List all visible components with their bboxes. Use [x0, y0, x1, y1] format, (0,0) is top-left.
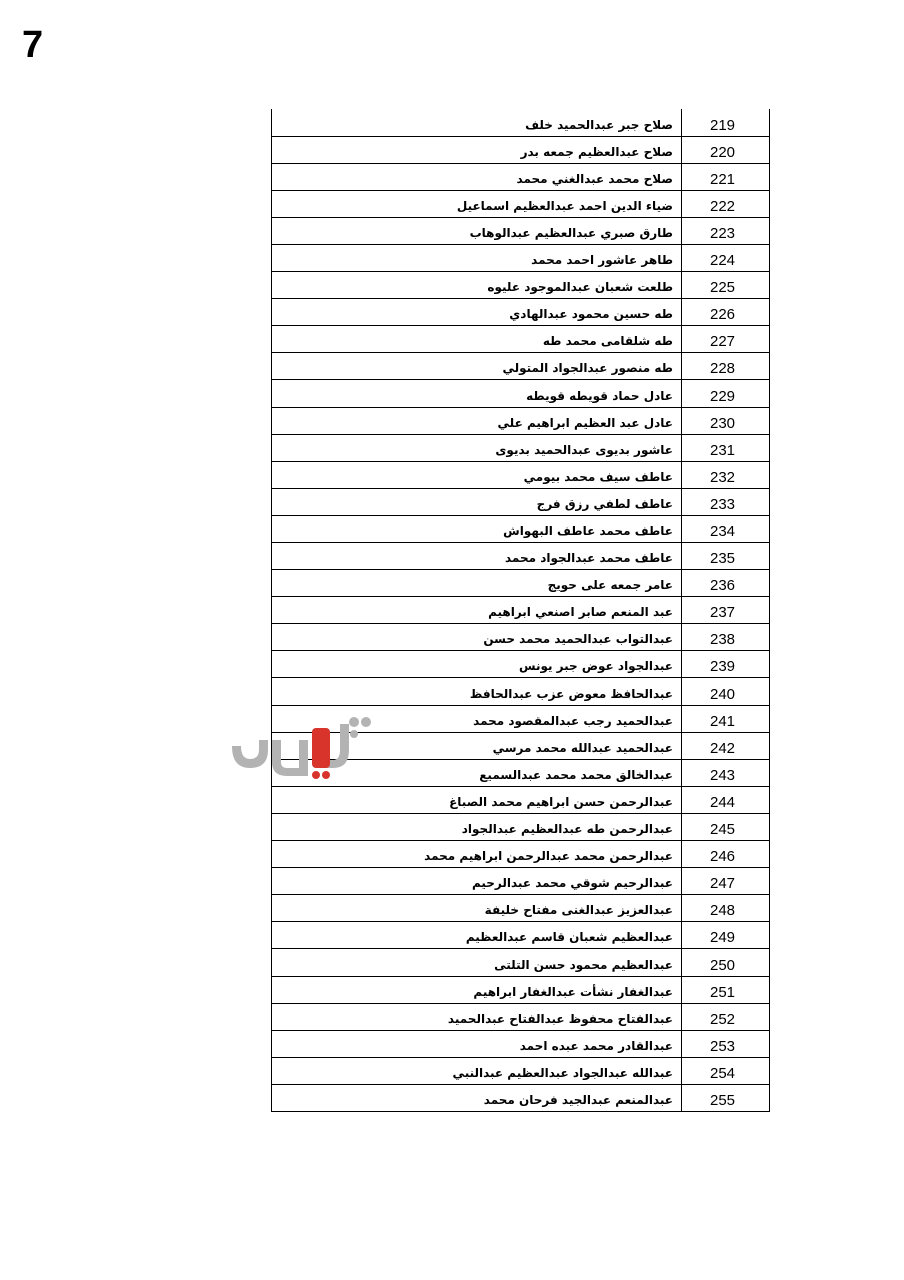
table-row [272, 624, 770, 651]
watermark-accent [312, 728, 330, 779]
row-name: عادل عبد العظيم ابراهيم علي [272, 407, 682, 434]
table-row [272, 1030, 770, 1057]
row-number: 253 [682, 1030, 770, 1057]
row-name: عاطف سيف محمد بيومي [272, 461, 682, 488]
row-number: 228 [682, 353, 770, 380]
row-number: 248 [682, 895, 770, 922]
row-name: عبدالرحمن محمد عبدالرحمن ابراهيم محمد [272, 841, 682, 868]
row-number: 251 [682, 976, 770, 1003]
page-number: 7 [22, 24, 44, 66]
row-number: 250 [682, 949, 770, 976]
row-number: 243 [682, 759, 770, 786]
row-name: عبدالجواد عوض جبر يونس [272, 651, 682, 678]
row-name: عاطف محمد عبدالجواد محمد [272, 543, 682, 570]
row-number: 246 [682, 841, 770, 868]
row-name: عبدالحافظ معوض عزب عبدالحافظ [272, 678, 682, 705]
row-number: 244 [682, 786, 770, 813]
row-number: 220 [682, 136, 770, 163]
row-name: عبدالرحمن طه عبدالعظيم عبدالجواد [272, 813, 682, 840]
row-name: عبدالله عبدالجواد عبدالعظيم عبدالنبي [272, 1057, 682, 1084]
row-name: عبدالغفار نشأت عبدالغفار ابراهيم [272, 976, 682, 1003]
row-number: 239 [682, 651, 770, 678]
row-number: 252 [682, 1003, 770, 1030]
table-row [272, 868, 770, 895]
table-row [272, 813, 770, 840]
row-name: طه منصور عبدالجواد المتولي [272, 353, 682, 380]
row-number: 249 [682, 922, 770, 949]
table-row [272, 434, 770, 461]
row-name: عبد المنعم صابر اصنعي ابراهيم [272, 597, 682, 624]
row-number: 222 [682, 190, 770, 217]
row-name: عبدالحميد عبدالله محمد مرسي [272, 732, 682, 759]
row-number: 236 [682, 570, 770, 597]
row-name: عبدالعظيم محمود حسن التلتى [272, 949, 682, 976]
watermark-logo [222, 712, 372, 782]
table-row [272, 1084, 770, 1111]
row-number: 242 [682, 732, 770, 759]
table-row [272, 895, 770, 922]
names-table-body [272, 109, 770, 1111]
row-name: عبدالعزيز عبدالغنى مفتاح خليفة [272, 895, 682, 922]
table-row [272, 1003, 770, 1030]
row-number: 245 [682, 813, 770, 840]
row-number: 240 [682, 678, 770, 705]
row-name: عبدالفتاح محفوظ عبدالفتاح عبدالحميد [272, 1003, 682, 1030]
table-row [272, 190, 770, 217]
table-row [272, 922, 770, 949]
table-row [272, 841, 770, 868]
row-name: عادل حماد قويطه قويطه [272, 380, 682, 407]
row-name: طارق صبري عبدالعظيم عبدالوهاب [272, 217, 682, 244]
row-number: 234 [682, 515, 770, 542]
table-row [272, 353, 770, 380]
table-row [272, 651, 770, 678]
row-number: 219 [682, 109, 770, 136]
table-row [272, 976, 770, 1003]
row-name: صلاح عبدالعظيم جمعه بدر [272, 136, 682, 163]
row-name: عبدالحميد رجب عبدالمقصود محمد [272, 705, 682, 732]
table-row [272, 949, 770, 976]
row-number: 241 [682, 705, 770, 732]
watermark-logo-graphic [222, 712, 372, 782]
row-name: عاطف لطفي رزق فرج [272, 488, 682, 515]
row-number: 237 [682, 597, 770, 624]
row-number: 221 [682, 163, 770, 190]
table-row [272, 244, 770, 271]
row-number: 229 [682, 380, 770, 407]
row-number: 226 [682, 299, 770, 326]
names-table [271, 109, 770, 1112]
table-row [272, 163, 770, 190]
row-name: عبدالرحيم شوقي محمد عبدالرحيم [272, 868, 682, 895]
row-name: عبدالتواب عبدالحميد محمد حسن [272, 624, 682, 651]
table-row [272, 326, 770, 353]
row-number: 225 [682, 272, 770, 299]
row-name: صلاح جبر عبدالحميد خلف [272, 109, 682, 136]
row-name: ضياء الدين احمد عبدالعظيم اسماعيل [272, 190, 682, 217]
row-name: عبدالقادر محمد عبده احمد [272, 1030, 682, 1057]
table-row [272, 109, 770, 136]
row-name: عبدالعظيم شعبان قاسم عبدالعظيم [272, 922, 682, 949]
table-row [272, 461, 770, 488]
table-row [272, 515, 770, 542]
row-number: 231 [682, 434, 770, 461]
table-row [272, 299, 770, 326]
row-name: طه حسين محمود عبدالهادي [272, 299, 682, 326]
table-row [272, 136, 770, 163]
table-row [272, 380, 770, 407]
row-number: 233 [682, 488, 770, 515]
row-number: 235 [682, 543, 770, 570]
row-name: عامر جمعه على حويج [272, 570, 682, 597]
row-name: طه شلقامى محمد طه [272, 326, 682, 353]
table-row [272, 570, 770, 597]
row-number: 224 [682, 244, 770, 271]
row-number: 227 [682, 326, 770, 353]
table-row [272, 1057, 770, 1084]
row-name: صلاح محمد عبدالغني محمد [272, 163, 682, 190]
row-number: 223 [682, 217, 770, 244]
table-row [272, 597, 770, 624]
row-name: عاطف محمد عاطف البهواش [272, 515, 682, 542]
row-number: 247 [682, 868, 770, 895]
table-row [272, 786, 770, 813]
row-name: عبدالمنعم عبدالجيد فرحان محمد [272, 1084, 682, 1111]
table-row [272, 217, 770, 244]
row-name: عبدالرحمن حسن ابراهيم محمد الصباغ [272, 786, 682, 813]
row-name: طاهر عاشور احمد محمد [272, 244, 682, 271]
row-number: 230 [682, 407, 770, 434]
table-row [272, 543, 770, 570]
row-name: عاشور بديوى عبدالحميد بديوى [272, 434, 682, 461]
row-number: 238 [682, 624, 770, 651]
row-number: 232 [682, 461, 770, 488]
row-number: 254 [682, 1057, 770, 1084]
table-row [272, 678, 770, 705]
watermark-shapes [232, 717, 371, 776]
row-name: طلعت شعبان عبدالموجود عليوه [272, 272, 682, 299]
row-number: 255 [682, 1084, 770, 1111]
table-row [272, 488, 770, 515]
row-name: عبدالخالق محمد محمد عبدالسميع [272, 759, 682, 786]
table-row [272, 407, 770, 434]
table-row [272, 272, 770, 299]
